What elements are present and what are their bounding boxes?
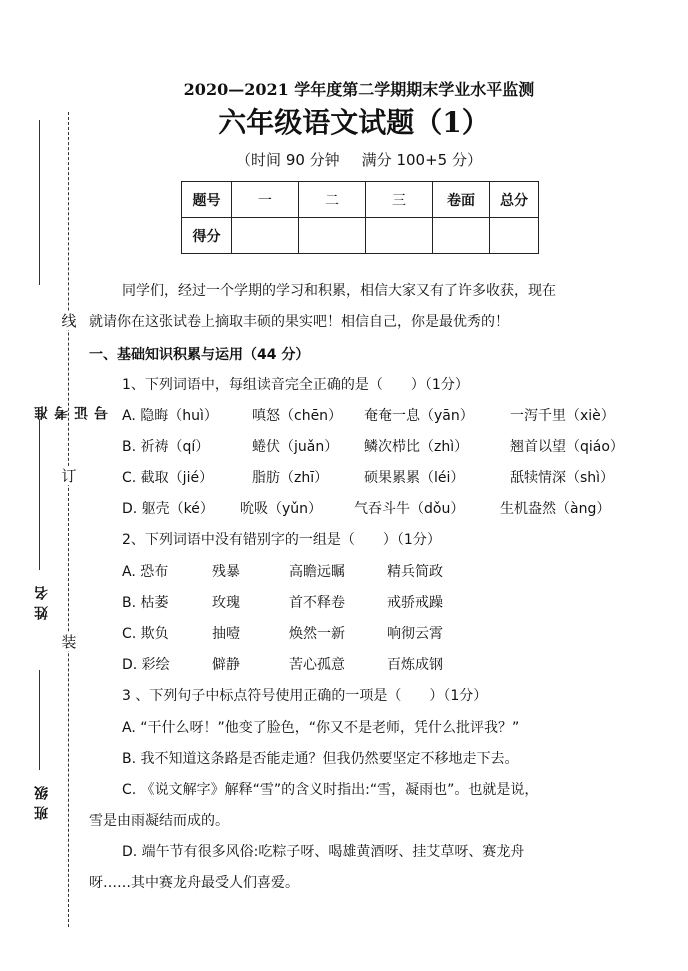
score-col-total: 总分 bbox=[490, 182, 539, 218]
field-exam-id-label: 准考证号 bbox=[34, 400, 110, 420]
q1-stem: 1、下列词语中，每组读音完全正确的是（ ）（1分） bbox=[122, 377, 469, 393]
score-table-header-row bbox=[182, 182, 539, 218]
score-col-2: 二 bbox=[299, 182, 366, 218]
q1-option-a[interactable]: A. 隐晦（huì） 嗔怒（chēn） 奄奄一息（yān） 一泻千里（xiè） bbox=[122, 408, 615, 424]
exam-main-title: 六年级语文试题（1） bbox=[218, 106, 490, 139]
field-class[interactable] bbox=[30, 670, 54, 840]
q1-option-c[interactable]: C. 截取（jié） 脂肪（zhī） 硕果累累（léi） 舐犊情深（shì） bbox=[122, 470, 615, 486]
q3-stem: 3 、下列句子中标点符号使用正确的一项是（ ）（1分） bbox=[122, 688, 488, 704]
field-name-label: 姓名 bbox=[34, 580, 50, 620]
score-col-1: 一 bbox=[232, 182, 299, 218]
q1-option-d[interactable]: D. 躯壳（ké） 吮吸（yǔn） 气吞斗牛（dǒu） 生机盎然（àng） bbox=[122, 501, 611, 517]
q3-option-d-line1[interactable]: D. 端午节有很多风俗:吃粽子呀、喝雄黄酒呀、挂艾草呀、赛龙舟 bbox=[122, 844, 525, 860]
q2-option-d[interactable]: D. 彩绘 僻静 苦心孤意 百炼成钢 bbox=[122, 657, 443, 673]
score-cell[interactable] bbox=[490, 218, 539, 254]
score-cell[interactable] bbox=[433, 218, 490, 254]
field-class-label: 班级 bbox=[34, 780, 50, 820]
binding-dashed-line bbox=[68, 112, 69, 927]
q3-option-c-line2: 雪是由雨凝结而成的。 bbox=[89, 813, 229, 829]
score-col-3: 三 bbox=[366, 182, 433, 218]
exam-time: （时间 90 分钟 bbox=[236, 151, 340, 169]
score-table-score-row bbox=[182, 218, 539, 254]
q2-option-a[interactable]: A. 恐布 残暴 高瞻远瞩 精兵简政 bbox=[122, 564, 443, 580]
q2-stem: 2、下列词语中没有错别字的一组是（ ）（1分） bbox=[122, 532, 441, 548]
binding-word-zhuang: 装 bbox=[61, 633, 77, 651]
exam-year-title: 2020—2021 学年度第二学期期末学业水平监测 bbox=[183, 80, 535, 99]
q2-option-c[interactable]: C. 欺负 抽噎 焕然一新 响彻云霄 bbox=[122, 626, 443, 642]
binding-word-ding: 订 bbox=[61, 467, 77, 485]
score-col-neatness: 卷面 bbox=[433, 182, 490, 218]
q1-option-b[interactable]: B. 祈祷（qí） 蜷伏（juǎn） 鳞次栉比（zhì） 翘首以望（qiáo） bbox=[122, 439, 624, 455]
q3-option-a[interactable]: A. “干什么呀！”他变了脸色，“你又不是老师，凭什么批评我？” bbox=[122, 720, 520, 736]
binding-word-line: 线 bbox=[61, 312, 77, 330]
score-cell[interactable] bbox=[232, 218, 299, 254]
score-cell[interactable] bbox=[299, 218, 366, 254]
score-col-label: 题号 bbox=[182, 182, 232, 218]
intro-line-2: 就请你在这张试卷上摘取丰硕的果实吧！相信自己，你是最优秀的！ bbox=[89, 314, 509, 330]
exam-subtitle bbox=[0, 149, 688, 170]
section-1-title: 一、基础知识积累与运用（44 分） bbox=[89, 347, 310, 363]
score-row-label: 得分 bbox=[182, 218, 232, 254]
q3-option-b[interactable]: B. 我不知道这条路是否能走通？但我仍然要坚定不移地走下去。 bbox=[122, 751, 519, 767]
q3-option-c-line1[interactable]: C. 《说文解字》解释“雪”的含义时指出:“雪，凝雨也”。也就是说， bbox=[122, 782, 539, 798]
exam-score-total: 满分 100+5 分） bbox=[361, 151, 482, 169]
score-cell[interactable] bbox=[366, 218, 433, 254]
intro-line-1: 同学们，经过一个学期的学习和积累，相信大家又有了许多收获，现在 bbox=[122, 283, 556, 299]
field-name[interactable] bbox=[30, 420, 54, 630]
q2-option-b[interactable]: B. 枯萎 玫瑰 首不释卷 戒骄戒躁 bbox=[122, 595, 443, 611]
score-table bbox=[181, 181, 539, 254]
q3-option-d-line2: 呀……其中赛龙舟最受人们喜爱。 bbox=[89, 875, 299, 891]
